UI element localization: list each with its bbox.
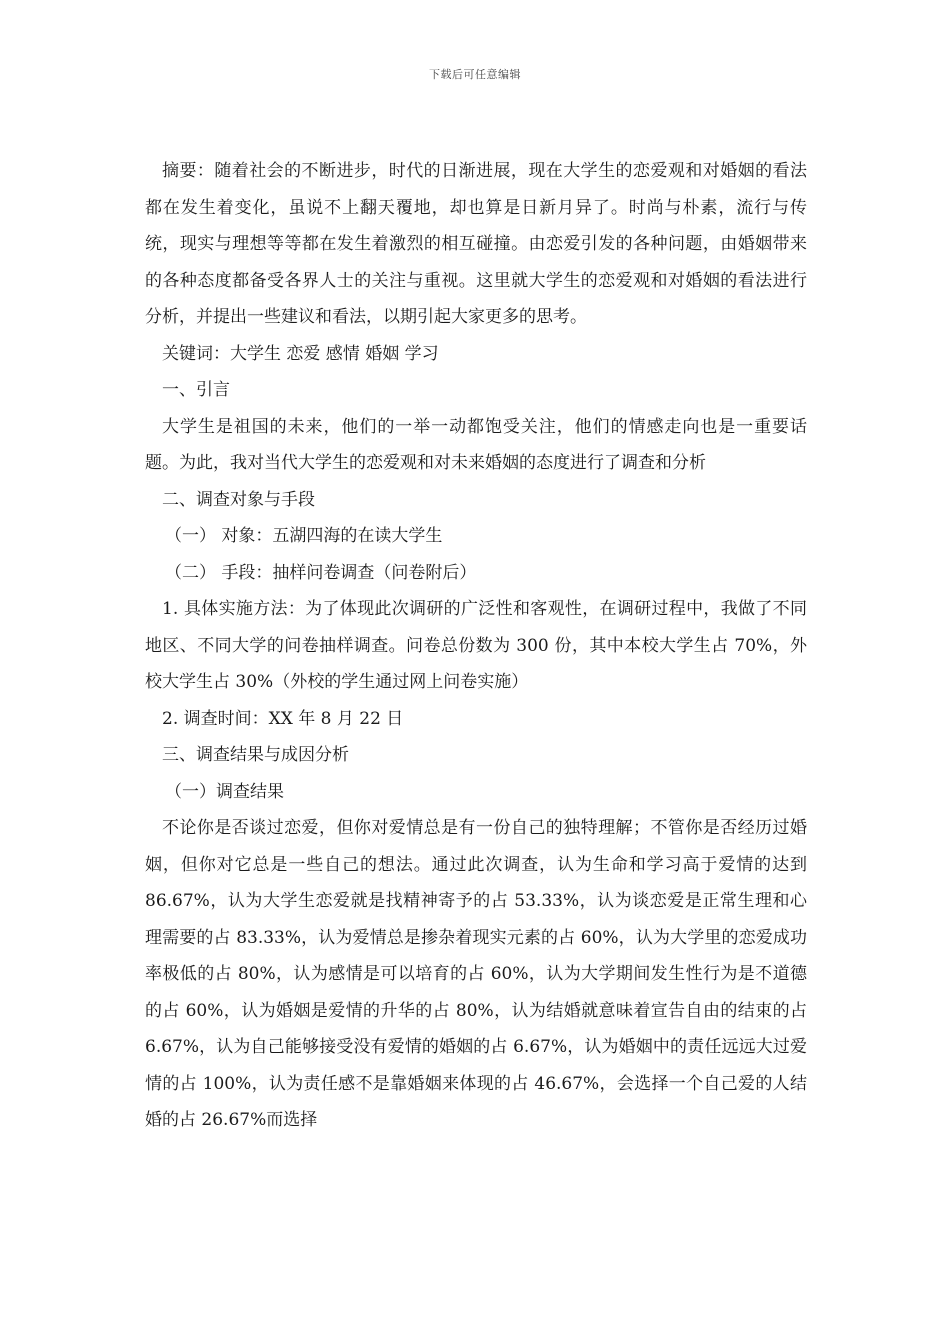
results-paragraph: 不论你是否谈过恋爱，但你对爱情总是有一份自己的独特理解；不管你是否经历过婚姻，但你对它总是一些自己的想法。通过此次调查，认为生命和学习高于爱情的达到 86.67%，认为大学生恋爱就是找精神寄予的占 53.33%，认为谈恋爱是正常生理和心理需要的占 83.33%，认为爱情总是掺杂着现实元素的占 60%，认为大学里的恋爱成功率极低的占 80%，认为感情是可以培育的占 60%，认为大学期间发生性行为是不道德的占 60%，认为婚姻是爱情的升华的占 80%，认为结婚就意味着宣告自由的结束的占 6.67%，认为自己能够接受没有爱情的婚姻的占 6.67%，认为婚姻中的责任远远大过爱情的占 100%，认为责任感不是靠婚姻来体现的占 46.67%，会选择一个自己爱的人结婚的占 26.67%而选择 — [145, 818, 807, 1130]
section-heading-results: 三、调查结果与成因分析 — [162, 745, 349, 765]
subheading-survey-subject: （一） 对象：五湖四海的在读大学生 — [165, 526, 443, 546]
section-heading-introduction: 一、引言 — [162, 380, 230, 400]
survey-date-line: 2. 调查时间：XX 年 8 月 22 日 — [162, 708, 404, 729]
keywords-line: 关键词：大学生 恋爱 感情 婚姻 学习 — [162, 343, 439, 364]
document-body — [145, 153, 807, 1139]
abstract-paragraph: 摘要：随着社会的不断进步，时代的日渐进展，现在大学生的恋爱观和对婚姻的看法都在发生着变化，虽说不上翻天覆地，却也算是日新月异了。时尚与朴素，流行与传统，现实与理想等等都在发生着激烈的相互碰撞。由恋爱引发的各种问题，由婚姻带来的各种态度都备受各界人士的关注与重视。这里就大学生的恋爱观和对婚姻的看法进行分析，并提出一些建议和看法，以期引起大家更多的思考。 — [145, 161, 807, 327]
section-heading-survey-method: 二、调查对象与手段 — [162, 489, 315, 510]
introduction-paragraph: 大学生是祖国的未来，他们的一举一动都饱受关注，他们的情感走向也是一重要话题。为此，我对当代大学生的恋爱观和对未来婚姻的态度进行了调查和分析 — [145, 416, 807, 473]
page-header-note: 下载后可任意编辑 — [429, 68, 521, 81]
survey-implementation-paragraph: 1. 具体实施方法：为了体现此次调研的广泛性和客观性，在调研过程中，我做了不同地区、不同大学的问卷抽样调查。问卷总份数为 300 份，其中本校大学生占 70%，外校大学生占 30%（外校的学生通过网上问卷实施） — [145, 599, 807, 692]
subheading-survey-means: （二） 手段：抽样问卷调查（问卷附后） — [165, 562, 477, 583]
subheading-survey-results: （一）调查结果 — [165, 781, 284, 802]
